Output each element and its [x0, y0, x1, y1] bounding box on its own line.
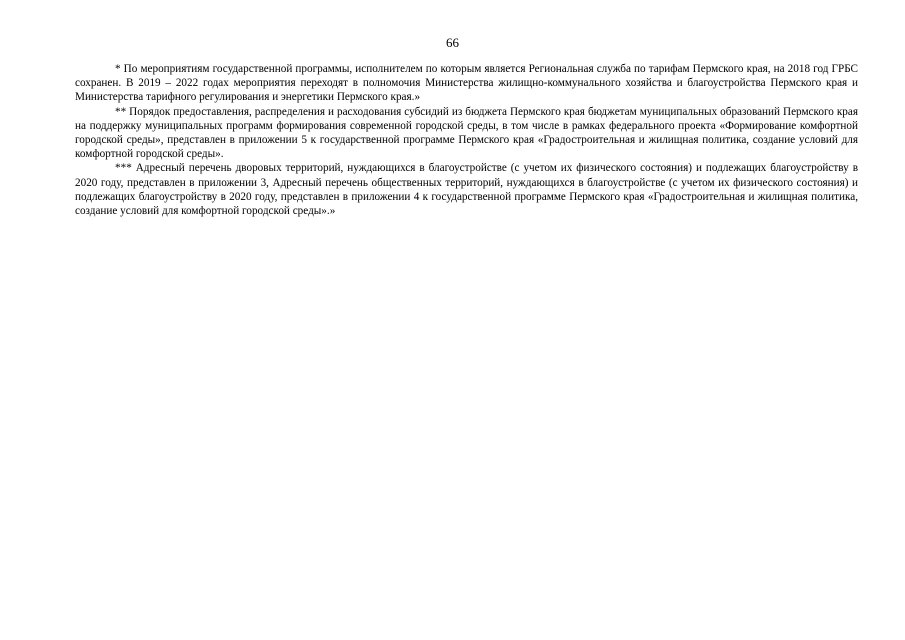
footnote-double-asterisk: ** Порядок предоставления, распределения и расходования субсидий из бюджета Пермского края бюджетам муниципальных образований Пермского края на поддержку муниципальных программ формирования современной городской среды, в том числе в рамках федерального проекта «Формирование комфортной городской среды», представлен в приложении 5 к государственной программе Пермского края «Градостроительная и жилищная политика, создание условий для комфортной городской среды».	[75, 105, 858, 161]
footnote-triple-asterisk: *** Адресный перечень дворовых территорий, нуждающихся в благоустройстве (с учетом их физического состояния) и подлежащих благоустройству в 2020 году, представлен в приложении 3, Адресный перечень общественных территорий, нуждающихся в благоустройстве (с учетом их физического состояния) и подлежащих благоустройству в 2020 году, представлен в приложении 4 к государственной программе Пермского края «Градостроительная и жилищная политика, создание условий для комфортной городской среды».»	[75, 162, 858, 218]
page-number: 66	[446, 35, 459, 50]
footnote-single-asterisk: * По мероприятиям государственной программы, исполнителем по которым является Региональная служба по тарифам Пермского края, на 2018 год ГРБС сохранен. В 2019 – 2022 годах мероприятия переходят в полномочия Министерства жилищно-коммунального хозяйства и благоустройства Пермского края и Министерства тарифного регулирования и энергетики Пермского края.»	[75, 63, 858, 104]
footnotes-section	[75, 62, 858, 218]
